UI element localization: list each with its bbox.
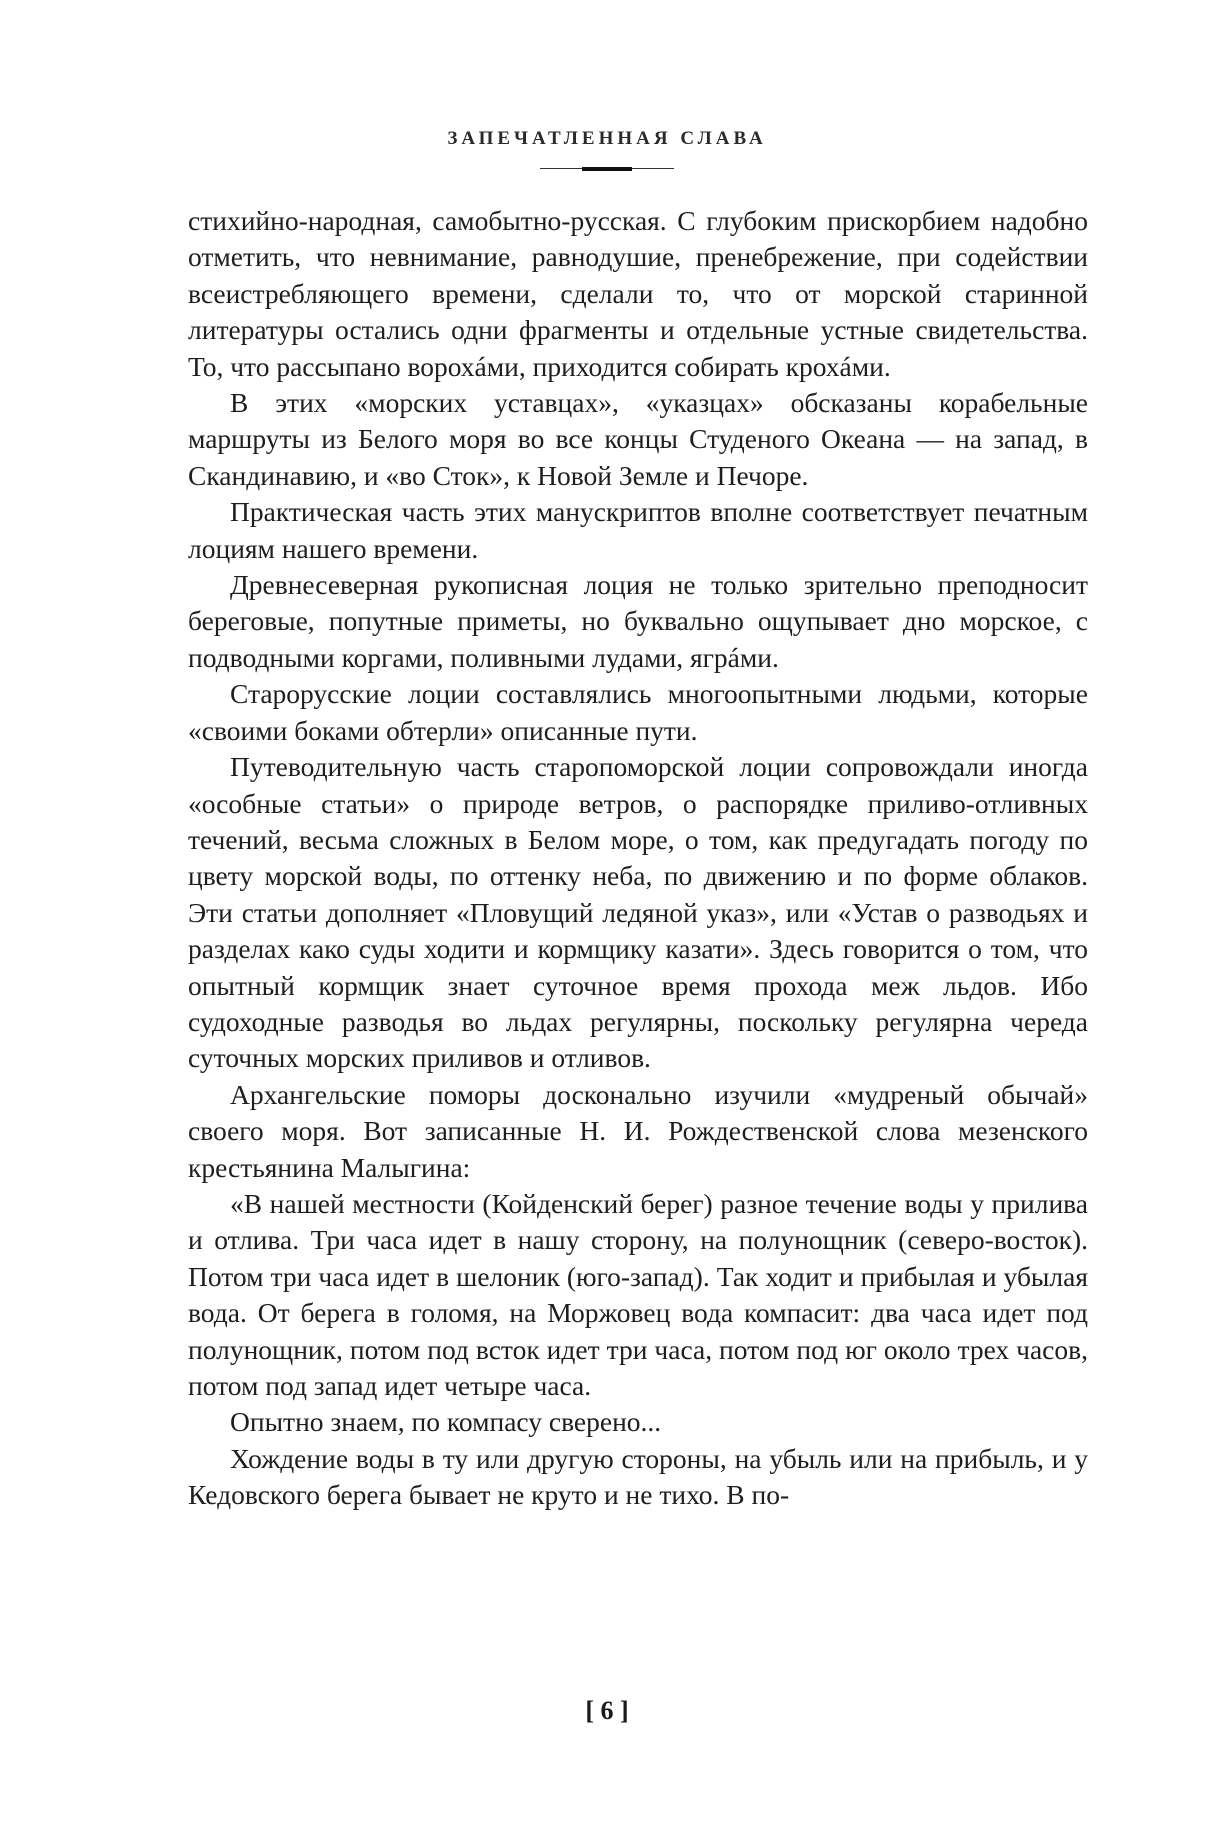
paragraph-9: Опытно знаем, по компасу сверено... — [230, 1406, 662, 1438]
folio-close-bracket: ] — [620, 1696, 629, 1725]
folio-open-bracket: [ — [585, 1696, 594, 1725]
page-number — [0, 1696, 1214, 1726]
paragraph-4: Древнесеверная рукописная лоция не только зрительно преподносит береговые, попутные приметы, но буквально ощупывает дно морское, с подводными коргами, поливными лудами, ягрáми. — [188, 569, 1088, 673]
body-text — [188, 203, 1088, 1514]
paragraph-6: Путеводительную часть старопоморской лоции сопровождали иногда «особные статьи» о природе ветров, о распорядке приливо-отливных течений, весьма сложных в Белом море, о том, как предугадать погоду по цвету морской воды, по оттенку неба, по движению и по форме облаков. Эти статьи дополняет «Пловущий ледяной указ», или «Устав о разводьях и разделах како суды ходити и кормщику казати». Здесь говорится о том, что опытный кормщик знает суточное время прохода меж льдов. Ибо судоходные разводья во льдах регулярны, поскольку регулярна череда суточных морских приливов и отливов. — [188, 751, 1088, 1074]
paragraph-7: Архангельские поморы досконально изучили «мудреный обычай» своего моря. Вот записанные Н. И. Рождественской слова мезенского крестьянина Малыгина: — [188, 1078, 1088, 1183]
head-ornament-rule — [540, 166, 674, 171]
paragraph-5: Старорусские лоции составлялись многоопытными людьми, которые «своими боками обтерли» описанные пути. — [188, 678, 1088, 746]
paragraph-10: Хождение воды в ту или другую стороны, на убыль или на прибыль, и у Кедовского берега бывает не круто и не тихо. В по- — [188, 1442, 1088, 1511]
paragraph-3: Практическая часть этих манускриптов вполне соответствует печатным лоциям нашего времени. — [188, 496, 1088, 564]
paragraph-8: «В нашей местности (Койденский берег) разное течение воды у прилива и отлива. Три часа идет в нашу сторону, на полунощник (северо-восток). Потом три часа идет в шелоник (юго-запад). Так ходит и прибылая и убылая вода. От берега в голомя, на Моржовец вода компасит: два часа идет под полунощник, потом под всток идет три часа, потом под юг около трех часов, потом под запад идет четыре часа. — [188, 1187, 1088, 1401]
paragraph-1: стихийно-народная, самобытно-русская. С глубоким прискорбием надобно отметить, что невнимание, равнодушие, пренебрежение, при содействии всеистребляющего времени, сделали то, что от морской старинной литературы остались одни фрагменты и отдельные устные свидетельства. То, что рассыпано ворохáми, приходится собирать крохáми. — [188, 205, 1088, 382]
running-head: ЗАПЕЧАТЛЕННАЯ СЛАВА — [447, 128, 767, 149]
folio-number: 6 — [600, 1696, 614, 1725]
paragraph-2: В этих «морских уставцах», «указцах» обсказаны корабельные маршруты из Белого моря во все концы Студеного Океана — на запад, в Скандинавию, и «во Сток», к Новой Земле и Печоре. — [188, 387, 1088, 491]
